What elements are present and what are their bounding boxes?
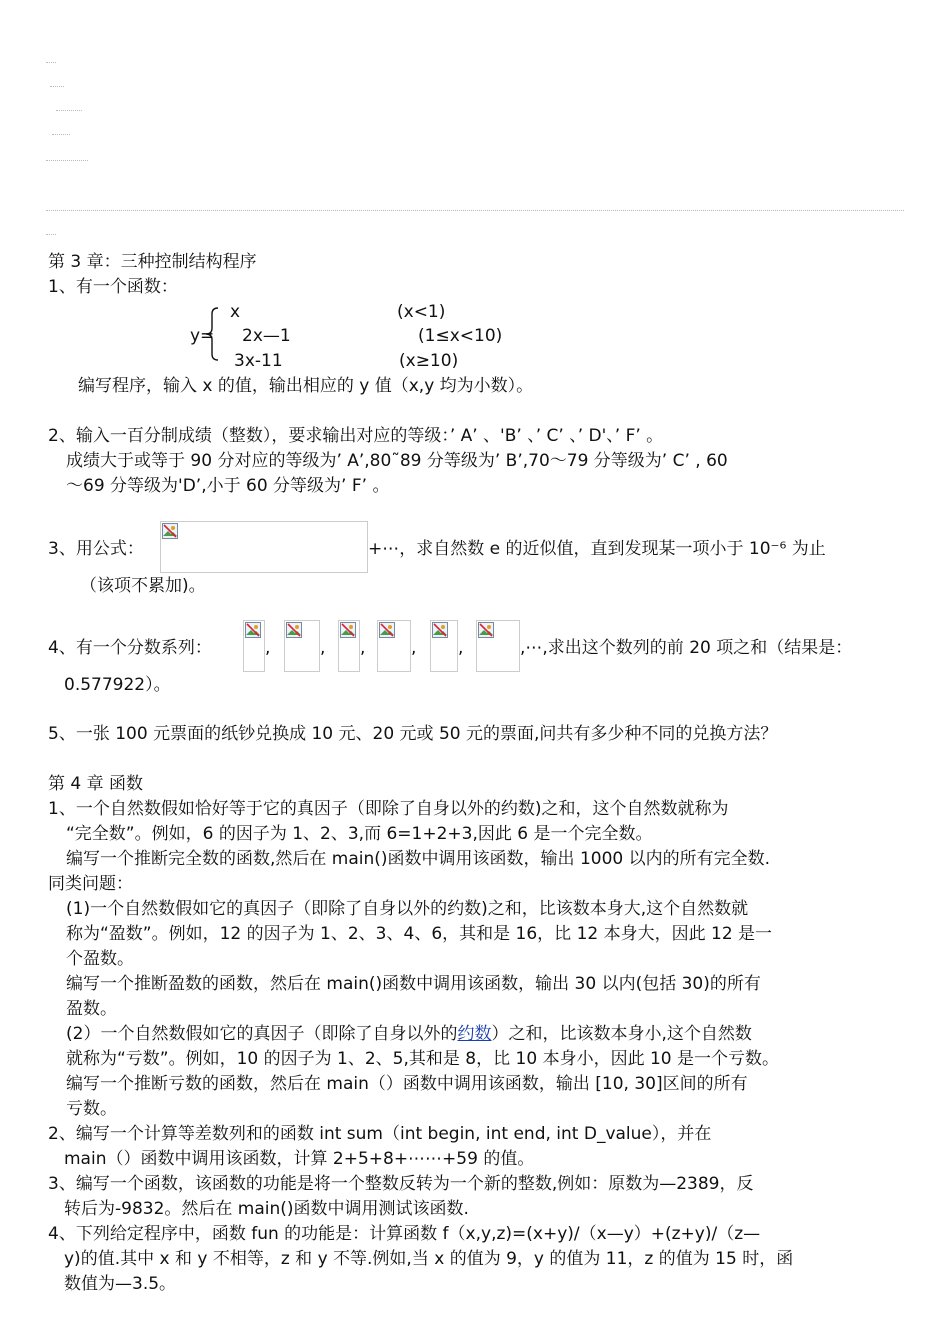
q2-line3: ～69 分等级为'D’,小于 60 分等级为’ F’ 。 — [66, 476, 390, 496]
ch4-line: 就称为“亏数”。例如，10 的因子为 1、2、5,其和是 8，比 10 本身小，因此 10 是一个亏数。 — [66, 1049, 780, 1069]
ch4-line: 编写一个推断完全数的函数,然后在 main()函数中调用该函数，输出 1000 以内的所有完全数. — [66, 849, 771, 869]
ch4-line: “完全数”。例如，6 的因子为 1、2、3,而 6=1+2+3,因此 6 是一个完全数。 — [66, 824, 653, 844]
fraction-image — [430, 620, 458, 672]
ch4-line: 盈数。 — [66, 999, 117, 1019]
ch4-line: 亏数。 — [66, 1099, 117, 1119]
ch4-line: main（）函数中调用该函数，计算 2+5+8+⋯⋯+59 的值。 — [64, 1149, 535, 1169]
q2-line2: 成绩大于或等于 90 分对应的等级为’ A’,80˜89 分等级为’ B’,70～79 分等级为’ C’ , 60 — [66, 451, 728, 471]
q1-y-label: y= — [190, 326, 215, 346]
broken-image-icon — [286, 622, 302, 638]
ch4-line: 同类问题： — [48, 874, 133, 894]
q1-task: 编写程序，输入 x 的值，输出相应的 y 值（x,y 均为小数）。 — [78, 376, 534, 396]
q4-separator: , — [360, 638, 366, 658]
q1-case-2-expr: 2x—1 — [242, 326, 291, 346]
ch4-line: 称为“盈数”。例如，12 的因子为 1、2、3、4、6，其和是 16，比 12 本身大，因此 12 是一 — [66, 924, 773, 944]
q4-prefix: 4、有一个分数系列： — [48, 638, 212, 658]
q1-intro: 1、有一个函数： — [48, 277, 178, 297]
brace-icon — [204, 306, 224, 362]
ch4-line: 编写一个推断盈数的函数，然后在 main()函数中调用该函数，输出 30 以内(包括 30)的所有 — [66, 974, 761, 994]
q1-case-1-cond: (x<1) — [397, 302, 446, 322]
chapter3-title: 第 3 章：三种控制结构程序 — [48, 252, 257, 272]
q3-line2: （该项不累加)。 — [80, 576, 206, 596]
fraction-image — [338, 620, 360, 672]
q4-separator: , — [320, 638, 326, 658]
fraction-image — [284, 620, 320, 672]
broken-image-icon — [478, 622, 494, 638]
q5: 5、一张 100 元票面的纸钞兑换成 10 元、20 元或 50 元的票面,问共有多少种不同的兑换方法？ — [48, 724, 778, 744]
header-mark — [56, 110, 82, 112]
chapter4-title: 第 4 章 函数 — [48, 774, 144, 794]
q4-separator: , — [411, 638, 417, 658]
ch4-line: 1、一个自然数假如恰好等于它的真因子（即除了自身以外的约数)之和，这个自然数就称为 — [48, 799, 729, 819]
ch4-line: 4、下列给定程序中，函数 fun 的功能是：计算函数 f（x,y,z)=(x+y)/（x—y）+(z+y)/（z— — [48, 1224, 761, 1244]
header-mark — [50, 86, 64, 88]
q3-suffix: +⋯，求自然数 e 的近似值，直到发现某一项小于 10⁻⁶ 为止 — [368, 539, 826, 559]
broken-image-icon — [245, 622, 261, 638]
ch4-line: y)的值.其中 x 和 y 不相等，z 和 y 不等.例如,当 x 的值为 9，y 的值为 11，z 的值为 15 时，函 — [64, 1249, 794, 1269]
ch4-line-with-link — [66, 1022, 752, 1046]
fraction-image — [476, 620, 520, 672]
broken-image-icon — [432, 622, 448, 638]
header-mark — [46, 62, 56, 64]
header-mark — [46, 234, 56, 236]
q4-separator: , — [265, 638, 271, 658]
q4-suffix: ,⋯,求出这个数列的前 20 项之和（结果是： — [520, 638, 853, 658]
q2-line1: 2、输入一百分制成绩（整数），要求输出对应的等级：’ A’ 、'B’ 、’ C’ 、’ D'、’ F’ 。 — [48, 426, 664, 446]
ch4-line: 数值为—3.5。 — [64, 1274, 177, 1294]
q4-separator: , — [458, 638, 464, 658]
fraction-image — [243, 620, 265, 672]
ch4-line: 转后为-9832。然后在 main()函数中调用测试该函数. — [64, 1199, 469, 1219]
q1-case-2-cond: (1≤x<10) — [418, 326, 503, 346]
ch4-line: 编写一个推断亏数的函数，然后在 main（）函数中调用该函数，输出 [10, 30]区间的所有 — [66, 1074, 748, 1094]
q4-line2: 0.577922）。 — [64, 675, 171, 695]
ch4-line-part: (2）一个自然数假如它的真因子（即除了自身以外的 — [66, 1024, 458, 1044]
formula-image — [160, 521, 368, 573]
divisor-link[interactable]: 约数 — [457, 1024, 492, 1044]
ch4-line: 个盈数。 — [66, 949, 134, 969]
q1-case-3-expr: 3x-11 — [234, 351, 283, 371]
header-mark — [46, 160, 88, 162]
fraction-image — [377, 620, 411, 672]
ch4-line: (1)一个自然数假如它的真因子（即除了自身以外的约数)之和，比该数本身大,这个自然数就 — [66, 899, 749, 919]
ch4-line-part: ）之和，比该数本身小,这个自然数 — [491, 1024, 752, 1044]
q3-prefix: 3、用公式： — [48, 539, 144, 559]
q1-case-3-cond: (x≥10) — [399, 351, 459, 371]
header-mark — [52, 134, 70, 136]
broken-image-icon — [162, 523, 178, 539]
ch4-line: 3、编写一个函数，该函数的功能是将一个整数反转为一个新的整数,例如：原数为—2389，反 — [48, 1174, 754, 1194]
header-divider — [46, 210, 904, 211]
q1-case-1-expr: x — [230, 302, 241, 322]
broken-image-icon — [340, 622, 356, 638]
broken-image-icon — [379, 622, 395, 638]
ch4-line: 2、编写一个计算等差数列和的函数 int sum（int begin, int end, int D_value），并在 — [48, 1124, 712, 1144]
